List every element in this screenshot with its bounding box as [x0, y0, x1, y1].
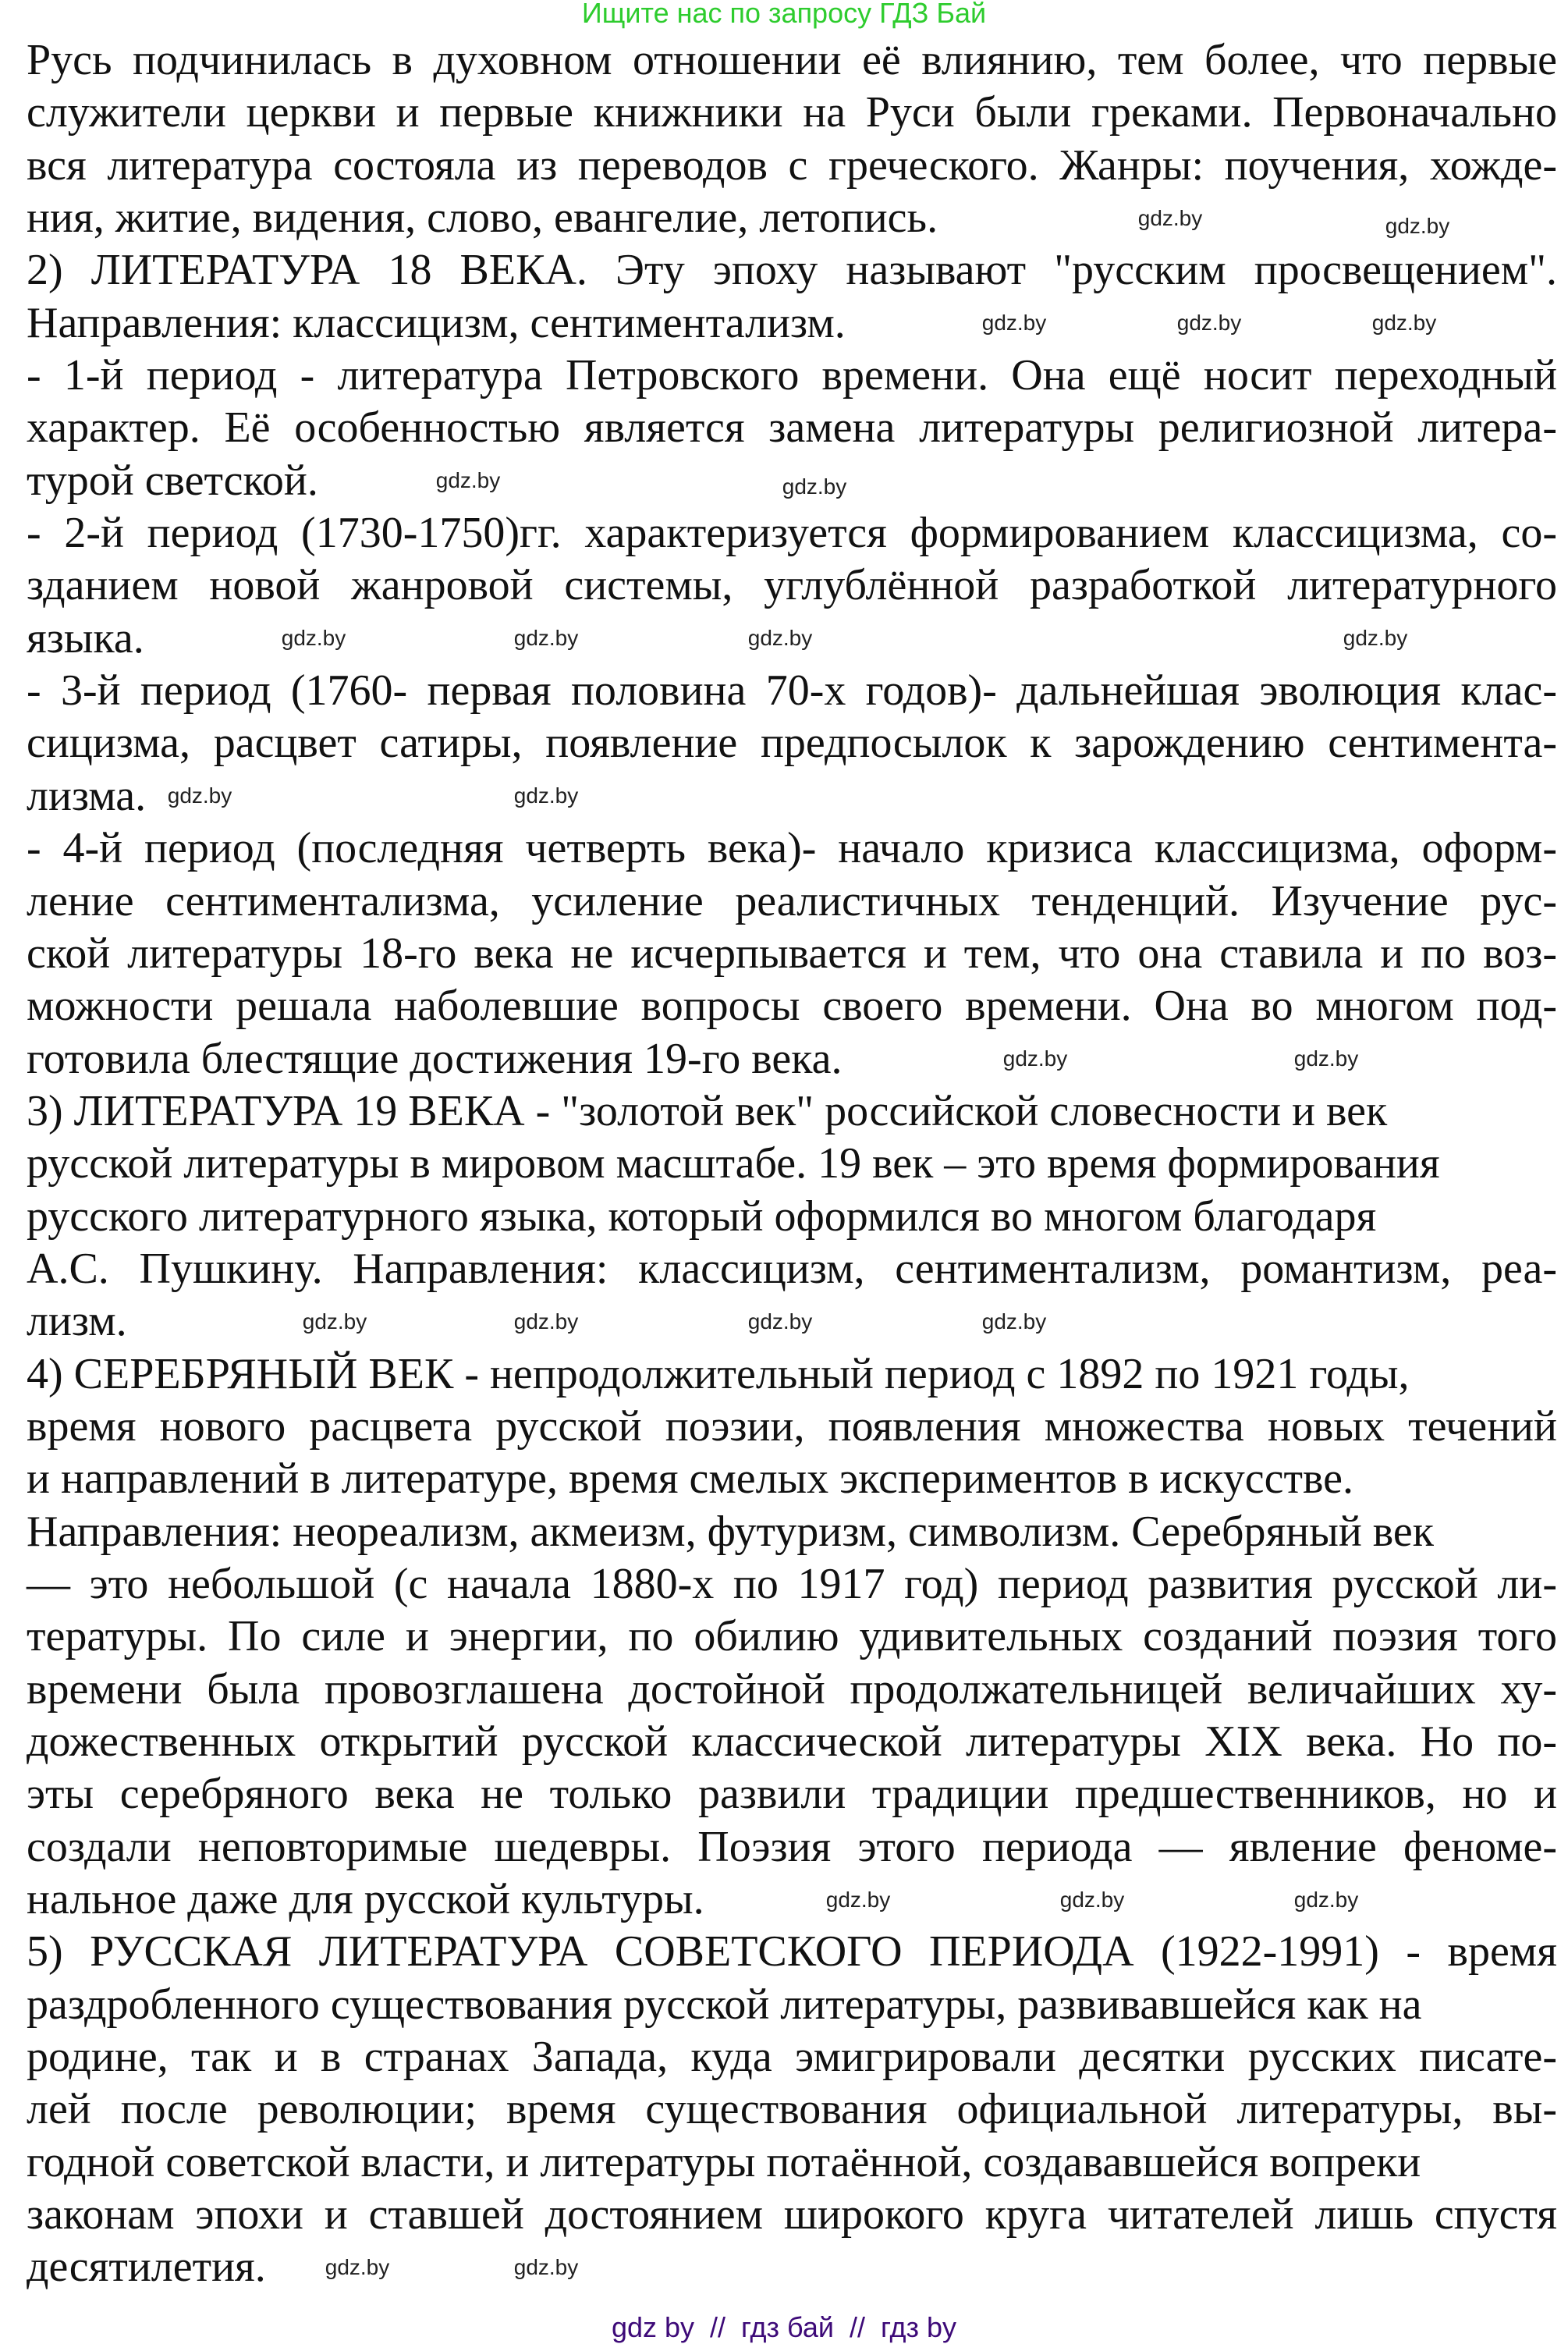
text-line	[27, 980, 1557, 1032]
text-line	[27, 1716, 1557, 1768]
text-line	[27, 402, 1557, 454]
text-line	[27, 2031, 1557, 2083]
text-line-content: раздробленного существования русской литературы, развивавшейся как на	[27, 1980, 1422, 2029]
watermark-label: gdz.by	[513, 626, 579, 650]
watermark-label: gdz.by	[302, 1309, 367, 1334]
text-line-content: - 2-й период (1730-1750)гг. характеризуется формированием классицизма, со-	[27, 509, 1557, 558]
text-line-content: - 1-й период - литература Петровского времени. Она ещё носит переходный	[27, 351, 1557, 400]
watermark-label: gdz.by	[747, 626, 813, 650]
text-line-content: языка.	[27, 613, 144, 662]
text-line	[27, 1768, 1557, 1820]
text-line	[27, 928, 1557, 980]
text-line	[27, 1401, 1557, 1453]
text-line	[27, 1558, 1557, 1611]
text-line-content: готовила блестящие достижения 19-го века.	[27, 1034, 843, 1083]
text-line	[27, 770, 1557, 822]
text-line-content: - 4-й период (последняя четверть века)- начало кризиса классицизма, оформ-	[27, 824, 1557, 873]
text-line-content: турой светской.	[27, 456, 318, 505]
text-line-content: Русь подчинилась в духовном отношении её влиянию, тем более, что первые	[27, 36, 1557, 84]
text-line	[27, 1821, 1557, 1873]
text-line	[27, 244, 1557, 297]
watermark-label: gdz.by	[167, 783, 232, 808]
text-line	[27, 717, 1557, 769]
text-line-content: русского литературного языка, который оформился во многом благодаря	[27, 1192, 1377, 1241]
text-line	[27, 2241, 1557, 2293]
watermark-label: gdz.by	[981, 1309, 1047, 1334]
text-line	[27, 1611, 1557, 1663]
text-line-content: сицизма, расцвет сатиры, появление предпосылок к зарождению сентимента-	[27, 719, 1557, 768]
text-line	[27, 1191, 1557, 1243]
watermark-label: gdz.by	[1002, 1046, 1068, 1071]
watermark-label: gdz.by	[435, 468, 501, 492]
text-line-content: Направления: неореализм, акмеизм, футуризм, символизм. Серебряный век	[27, 1507, 1434, 1556]
watermark-label: gdz.by	[782, 474, 847, 499]
text-line	[27, 140, 1557, 192]
text-line	[27, 1453, 1557, 1505]
text-line-content: лизма.	[27, 771, 147, 820]
text-line	[27, 2083, 1557, 2136]
text-line-content: лизм.	[27, 1297, 127, 1346]
text-line-content: законам эпохи и ставшей достоянием широкого круга читателей лишь спустя	[27, 2190, 1557, 2239]
text-line-content: - 3-й период (1760- первая половина 70-х годов)- дальнейшая эволюция клас-	[27, 666, 1557, 716]
text-line	[27, 822, 1557, 875]
search-hint-banner: Ищите нас по запросу ГДЗ Бай	[581, 0, 987, 29]
watermark-label: gdz.by	[1385, 214, 1450, 238]
text-line-content: ление сентиментализма, усиление реалистичных тенденций. Изучение рус-	[27, 876, 1557, 925]
text-line-content: 3) ЛИТЕРАТУРА 19 ВЕКА - "золотой век" российской словесности и век	[27, 1086, 1388, 1135]
watermark-label: gdz.by	[513, 1309, 579, 1334]
text-line-content: 4) СЕРЕБРЯНЫЙ ВЕК - непродолжительный период с 1892 по 1921 годы,	[27, 1349, 1410, 1398]
text-line	[27, 1926, 1557, 1978]
text-line-content: родине, так и в странах Запада, куда эмигрировали десятки русских писате-	[27, 2033, 1557, 2082]
text-line-content: можности решала наболевшие вопросы своего времени. Она во многом под-	[27, 982, 1557, 1031]
text-line	[27, 192, 1557, 244]
text-line-content: характер. Её особенностью является замена литературы религиозной литера-	[27, 403, 1557, 453]
text-line	[27, 350, 1557, 402]
watermark-label: gdz.by	[1176, 311, 1242, 335]
watermark-label: gdz.by	[825, 1888, 891, 1912]
text-line	[27, 34, 1557, 87]
text-line	[27, 1085, 1557, 1138]
text-line	[27, 507, 1557, 559]
text-line-content: ния, житие, видения, слово, евангелие, летопись.	[27, 194, 938, 243]
text-line	[27, 1138, 1557, 1190]
text-line-content: лей после революции; время существования официальной литературы, вы-	[27, 2085, 1557, 2134]
text-line	[27, 297, 1557, 350]
text-line-content: время нового расцвета русской поэзии, появления множества новых течений	[27, 1401, 1557, 1451]
text-line-content: служители церкви и первые книжники на Руси были греками. Первоначально	[27, 88, 1557, 137]
watermark-label: gdz.by	[1293, 1888, 1359, 1912]
text-line-content: вся литература состояла из переводов с греческого. Жанры: поучения, хожде-	[27, 140, 1557, 190]
text-line-content: 2) ЛИТЕРАТУРА 18 ВЕКА. Эту эпоху называют "русским просвещением".	[27, 246, 1557, 295]
watermark-label: gdz.by	[281, 626, 346, 650]
watermark-label: gdz.by	[1137, 206, 1203, 230]
text-line	[27, 1506, 1557, 1558]
text-line	[27, 1664, 1557, 1716]
text-line	[27, 2189, 1557, 2241]
text-line-content: 5) РУССКАЯ ЛИТЕРАТУРА СОВЕТСКОГО ПЕРИОДА (1922-1991) - время	[27, 1927, 1557, 1976]
text-line-content: нальное даже для русской культуры.	[27, 1875, 704, 1924]
footer-links[interactable]: gdz by // гдз бай // гдз by	[611, 2311, 957, 2343]
text-line-content: русской литературы в мировом масштабе. 19 век – это время формирования	[27, 1139, 1440, 1188]
watermark-label: gdz.by	[1293, 1046, 1359, 1071]
text-line-content: ской литературы 18-го века не исчерпывается и тем, что она ставила и по воз-	[27, 929, 1557, 978]
watermark-label: gdz.by	[1371, 311, 1437, 335]
watermark-label: gdz.by	[513, 2255, 579, 2279]
watermark-label: gdz.by	[981, 311, 1047, 335]
text-line-content: тературы. По силе и энергии, по обилию удивительных созданий поэзия того	[27, 1612, 1557, 1661]
text-line-content: — это небольшой (с начала 1880-х по 1917 год) период развития русской ли-	[27, 1559, 1557, 1608]
watermark-label: gdz.by	[325, 2255, 390, 2279]
text-line-content: создали неповторимые шедевры. Поэзия этого периода — явление феноме-	[27, 1822, 1557, 1871]
text-line-content: Направления: классицизм, сентиментализм.	[27, 298, 846, 347]
text-line	[27, 1979, 1557, 2031]
watermark-label: gdz.by	[1343, 626, 1408, 650]
text-line-content: эты серебряного века не только развили традиции предшественников, но и	[27, 1770, 1557, 1819]
text-line-content: зданием новой жанровой системы, углублённой разработкой литературного	[27, 561, 1557, 610]
text-line-content: А.С. Пушкину. Направления: классицизм, сентиментализм, романтизм, реа-	[27, 1244, 1557, 1293]
text-line-content: времени была провозглашена достойной продолжательницей величайших ху-	[27, 1664, 1557, 1714]
text-line-content: десятилетия.	[27, 2243, 266, 2292]
text-line-content: и направлений в литературе, время смелых экспериментов в искусстве.	[27, 1454, 1353, 1504]
watermark-label: gdz.by	[513, 783, 579, 808]
text-line	[27, 1348, 1557, 1401]
text-line	[27, 1243, 1557, 1295]
text-line	[27, 665, 1557, 717]
watermark-label: gdz.by	[747, 1309, 813, 1334]
text-line-content: дожественных открытий русской классической литературы XIX века. Но по-	[27, 1717, 1557, 1766]
text-line	[27, 2136, 1557, 2189]
text-line	[27, 559, 1557, 612]
text-line-content: годной советской власти, и литературы потаённой, создававшейся вопреки	[27, 2137, 1421, 2186]
document-text	[27, 34, 1557, 2294]
text-line	[27, 875, 1557, 928]
text-line	[27, 87, 1557, 139]
watermark-label: gdz.by	[1059, 1888, 1125, 1912]
